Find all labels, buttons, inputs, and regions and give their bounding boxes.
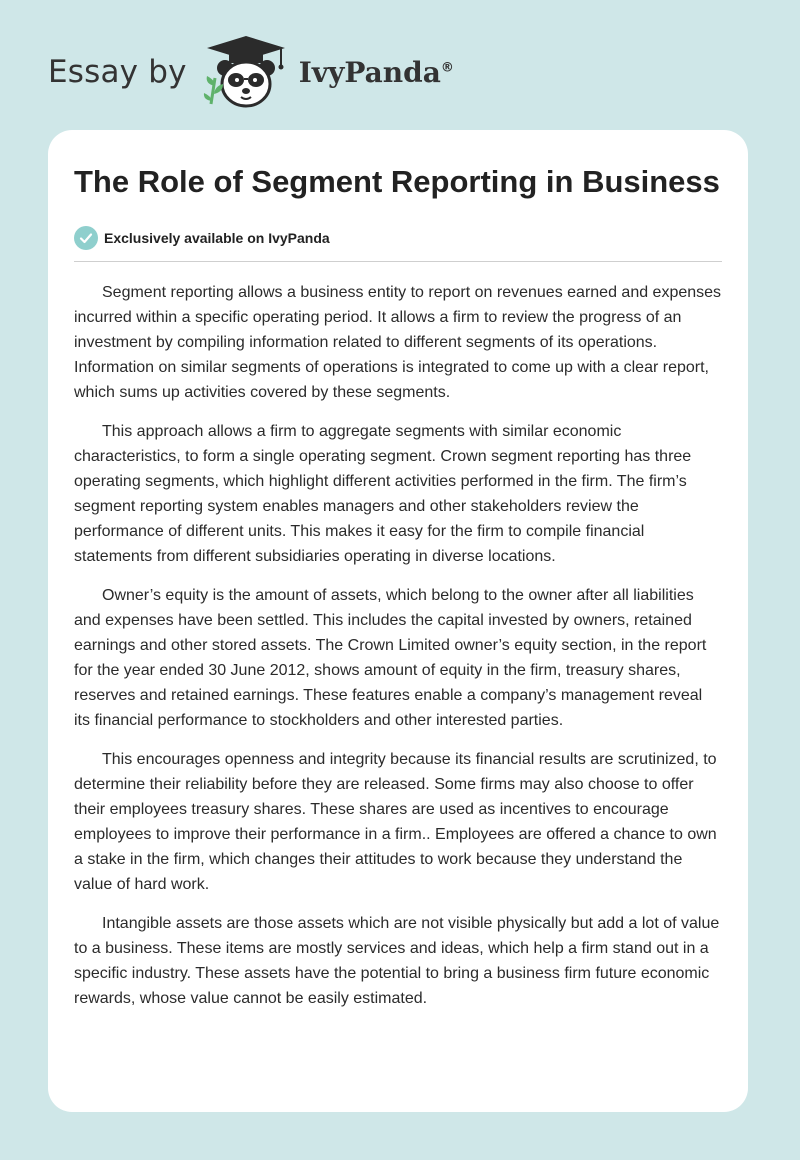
paragraph: Owner’s equity is the amount of assets, which belong to the owner after all liabilities and expenses have been settled. This includes the capital invested by owners, retained earnings and other stored assets. The Crown Limited owner’s equity section, in the report for the year ended 30 June 2012, shows amount of equity in the firm, treasury shares, reserves and retained earnings. These features enable a company’s management reveal its financial performance to stockholders and other interested parties.: [74, 587, 707, 729]
paragraph: This approach allows a firm to aggregate segments with similar economic characteristics, to form a single operating segment. Crown segment reporting has three operating segments, which highlight different activities performed in the firm. The firm’s segment reporting system enables managers and other stakeholders review the performance of different units. This makes it easy for the firm to compile financial statements from different subsidiaries operating in diverse locations.: [74, 423, 692, 565]
divider: [74, 261, 722, 262]
paragraph: This encourages openness and integrity because its financial results are scrutinized, to determine their reliability before they are released. Some firms may also choose to offer their employees treasury shares. These shares are used as incentives to encourage employees to improve their performance in a firm.. Employees are offered a chance to own a stake in the firm, which changes their attitudes to work because they understand the value of hard work.: [74, 751, 717, 893]
registered-mark: ®: [440, 60, 454, 76]
paragraph: Intangible assets are those assets which are not visible physically but add a lot of value to a business. These items are mostly services and ideas, which help a firm stand out in a specific industry. These assets have the potential to bring a business firm future economic rewards, whose value cannot be easily estimated.: [74, 915, 720, 1007]
site-header: [48, 34, 454, 110]
paragraph: Segment reporting allows a business entity to report on revenues earned and expenses incurred within a specific operating period. It allows a firm to review the progress of an investment by compiling information related to different segments of its operations. Information on similar segments of operations is integrated to come up with a clear report, which sums up activities covered by these segments.: [74, 284, 722, 401]
brand-name[interactable]: IvyPanda®: [298, 55, 454, 89]
check-circle-icon: [74, 226, 98, 250]
page-title: The Role of Segment Reporting in Business: [74, 164, 720, 199]
exclusive-badge: [74, 225, 722, 251]
exclusive-badge-label: Exclusively available on IvyPanda: [104, 230, 330, 246]
panda-graduate-icon[interactable]: [201, 34, 291, 110]
essay-card: [48, 130, 748, 1112]
essay-by-label: Essay by: [48, 54, 187, 90]
